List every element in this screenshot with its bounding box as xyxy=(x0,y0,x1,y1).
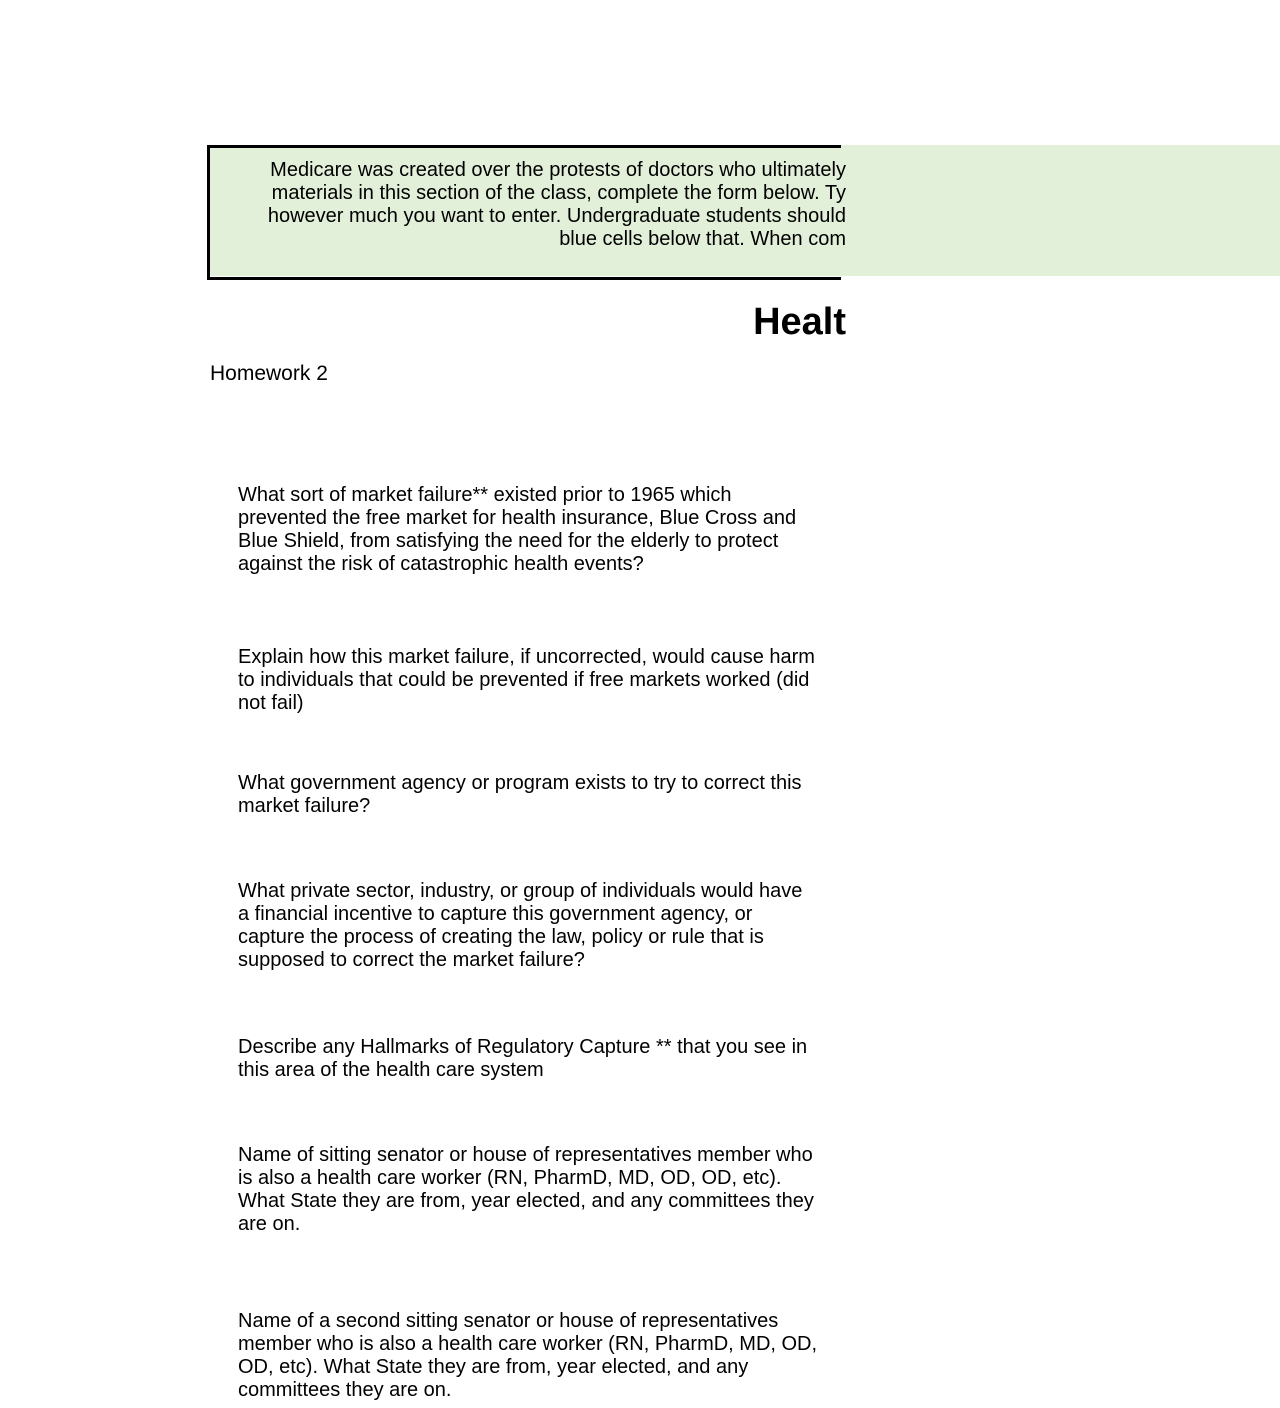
instructions-line: Medicare was created over the protests of doctors who ultimately xyxy=(270,159,846,181)
instructions-line: materials in this section of the class, complete the form below. Ty xyxy=(271,182,846,204)
instructions-line: however much you want to enter. Undergraduate students should xyxy=(267,205,846,227)
question-4: What private sector, industry, or group of individuals would have a financial incentive to capture this government agency, or capture the process of creating the law, policy or rule that is supposed to correct the market failure? xyxy=(238,880,803,971)
question-5: Describe any Hallmarks of Regulatory Capture ** that you see in this area of the health care system xyxy=(238,1036,808,1081)
instructions-text xyxy=(212,159,846,251)
question-1: What sort of market failure** existed prior to 1965 which prevented the free market for health insurance, Blue Cross and Blue Shield, from satisfying the need for the elderly to protect against the risk of catastrophic health events? xyxy=(238,484,797,575)
question-6: Name of sitting senator or house of representatives member who is also a health care worker (RN, PharmD, MD, OD, OD, etc). What State they are from, year elected, and any committees they are on. xyxy=(238,1144,814,1235)
instructions-line: blue cells below that. When com xyxy=(559,228,846,250)
question-7: Name of a second sitting senator or house of representatives member who is also a health care worker (RN, PharmD, MD, OD, OD, etc). What State they are from, year elected, and any committees they are on. xyxy=(238,1310,818,1401)
homework-label: Homework 2 xyxy=(210,362,328,385)
page-title: Healt xyxy=(753,301,846,343)
question-2: Explain how this market failure, if uncorrected, would cause harm to individuals that could be prevented if free markets worked (did not fail) xyxy=(238,646,815,714)
question-3: What government agency or program exists to try to correct this market failure? xyxy=(238,772,802,817)
